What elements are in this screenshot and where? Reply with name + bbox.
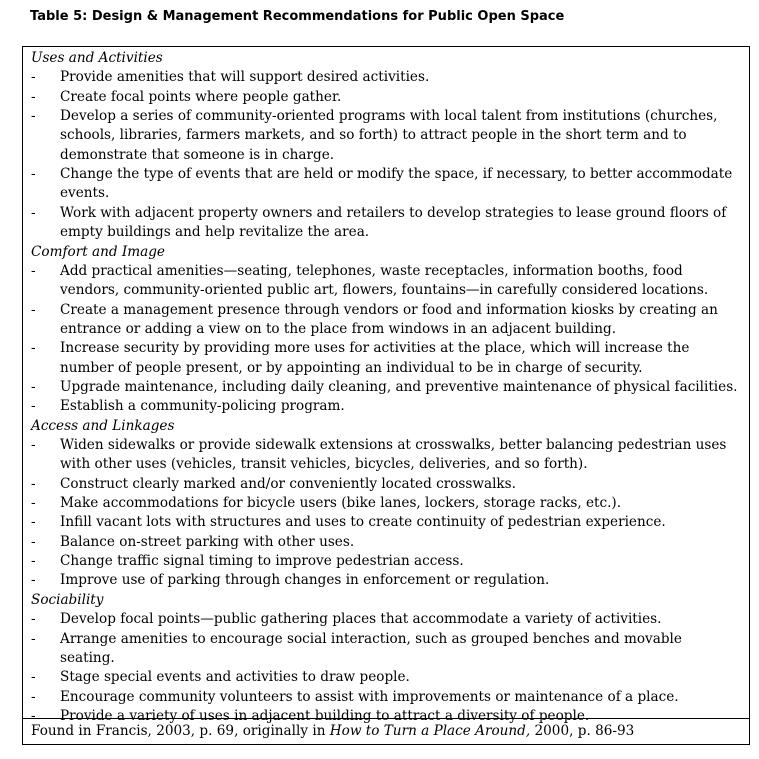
table-title: Table 5: Design & Management Recommendations for Public Open Space [30, 9, 565, 24]
table-footer [31, 722, 634, 741]
list-item-line: Infill vacant lots with structures and uses to create continuity of pedestrian experience. [60, 514, 666, 531]
bullet-dash: - [31, 69, 36, 86]
list-item-line: empty buildings and help revitalize the area. [60, 224, 370, 241]
list-item-line: entrance or adding a view on to the place from windows in an adjacent building. [60, 320, 617, 337]
footer-prefix: Found in Francis, 2003, p. 69, originally in [31, 723, 330, 739]
list-item-line: Upgrade maintenance, including daily cleaning, and preventive maintenance of physical facilities. [60, 378, 738, 395]
list-item-line: Change the type of events that are held or modify the space, if necessary, to better accommodate [60, 166, 733, 183]
section-heading: Sociability [31, 591, 104, 608]
list-item-line: Provide a variety of uses in adjacent building to attract a diversity of people. [60, 707, 590, 724]
list-item-line: Encourage community volunteers to assist with improvements or maintenance of a place. [60, 688, 679, 705]
list-item-line: Construct clearly marked and/or conveniently located crosswalks. [60, 475, 516, 492]
list-item-line: events. [60, 185, 110, 202]
list-item-line: schools, libraries, farmers markets, and so forth) to attract people in the short term and to [60, 127, 687, 144]
table-body [23, 47, 749, 724]
bullet-dash: - [31, 204, 36, 221]
recommendations-table [22, 46, 750, 745]
footer-suffix: 2000, p. 86-93 [530, 723, 635, 739]
list-item-line: Create focal points where people gather. [60, 88, 342, 105]
bullet-dash: - [31, 437, 36, 453]
bullet-dash: - [31, 301, 36, 318]
bullet-dash: - [31, 88, 36, 105]
list-item-line: Improve use of parking through changes in enforcement or regulation. [60, 572, 550, 589]
list-item-line: Make accommodations for bicycle users (bike lanes, lockers, storage racks, etc.). [60, 495, 622, 512]
bullet-dash: - [31, 398, 36, 415]
list-item-line: Work with adjacent property owners and retailers to develop strategies to lease ground floors of [60, 204, 727, 221]
section-heading: Comfort and Image [31, 243, 165, 260]
list-item-line: Provide amenities that will support desired activities. [60, 69, 430, 86]
bullet-dash: - [31, 514, 36, 531]
list-item-line: Add practical amenities—seating, telephones, waste receptacles, information booths, food [60, 262, 683, 279]
bullet-dash: - [31, 262, 36, 279]
bullet-dash: - [31, 553, 36, 570]
footer-book-title: How to Turn a Place Around, [329, 723, 531, 739]
bullet-dash: - [31, 630, 36, 647]
bullet-dash: - [31, 378, 36, 395]
bullet-dash: - [31, 707, 36, 724]
list-item-line: Arrange amenities to encourage social interaction, such as grouped benches and movable [60, 630, 682, 647]
bullet-dash: - [31, 572, 36, 589]
list-item-line: seating. [60, 649, 115, 666]
bullet-dash: - [31, 108, 36, 125]
list-item-line: with other uses (vehicles, transit vehicles, bicycles, deliveries, and so forth). [60, 456, 588, 473]
bullet-dash: - [31, 611, 36, 628]
bullet-dash: - [31, 533, 36, 550]
list-item-line: Increase security by providing more uses for activities at the place, which will increase the [60, 340, 690, 357]
list-item-line: Create a management presence through vendors or food and information kiosks by creating an [60, 301, 718, 318]
list-item-line: Change traffic signal timing to improve pedestrian access. [60, 553, 464, 570]
list-item-line: vendors, community-oriented public art, flowers, fountains—in carefully considered locations. [60, 282, 709, 299]
bullet-dash: - [31, 495, 36, 512]
bullet-dash: - [31, 166, 36, 183]
section-heading: Access and Linkages [31, 417, 175, 434]
list-item-line: demonstrate that someone is in charge. [60, 146, 335, 163]
list-item-line: Establish a community-policing program. [60, 398, 345, 415]
bullet-dash: - [31, 669, 36, 686]
list-item-line: Widen sidewalks or provide sidewalk extensions at crosswalks, better balancing pedestrian uses [60, 437, 727, 453]
list-item-line: Stage special events and activities to draw people. [60, 669, 410, 686]
bullet-dash: - [31, 340, 36, 357]
list-item-line: Develop focal points—public gathering places that accommodate a variety of activities. [60, 611, 662, 628]
list-item-line: number of people present, or by appointing an individual to be in charge of security. [60, 359, 643, 376]
list-item-line: Balance on-street parking with other uses. [60, 533, 355, 550]
section-heading: Uses and Activities [31, 50, 163, 66]
list-item-line: Develop a series of community-oriented programs with local talent from institutions (churches, [60, 108, 718, 125]
bullet-dash: - [31, 475, 36, 492]
bullet-dash: - [31, 688, 36, 705]
